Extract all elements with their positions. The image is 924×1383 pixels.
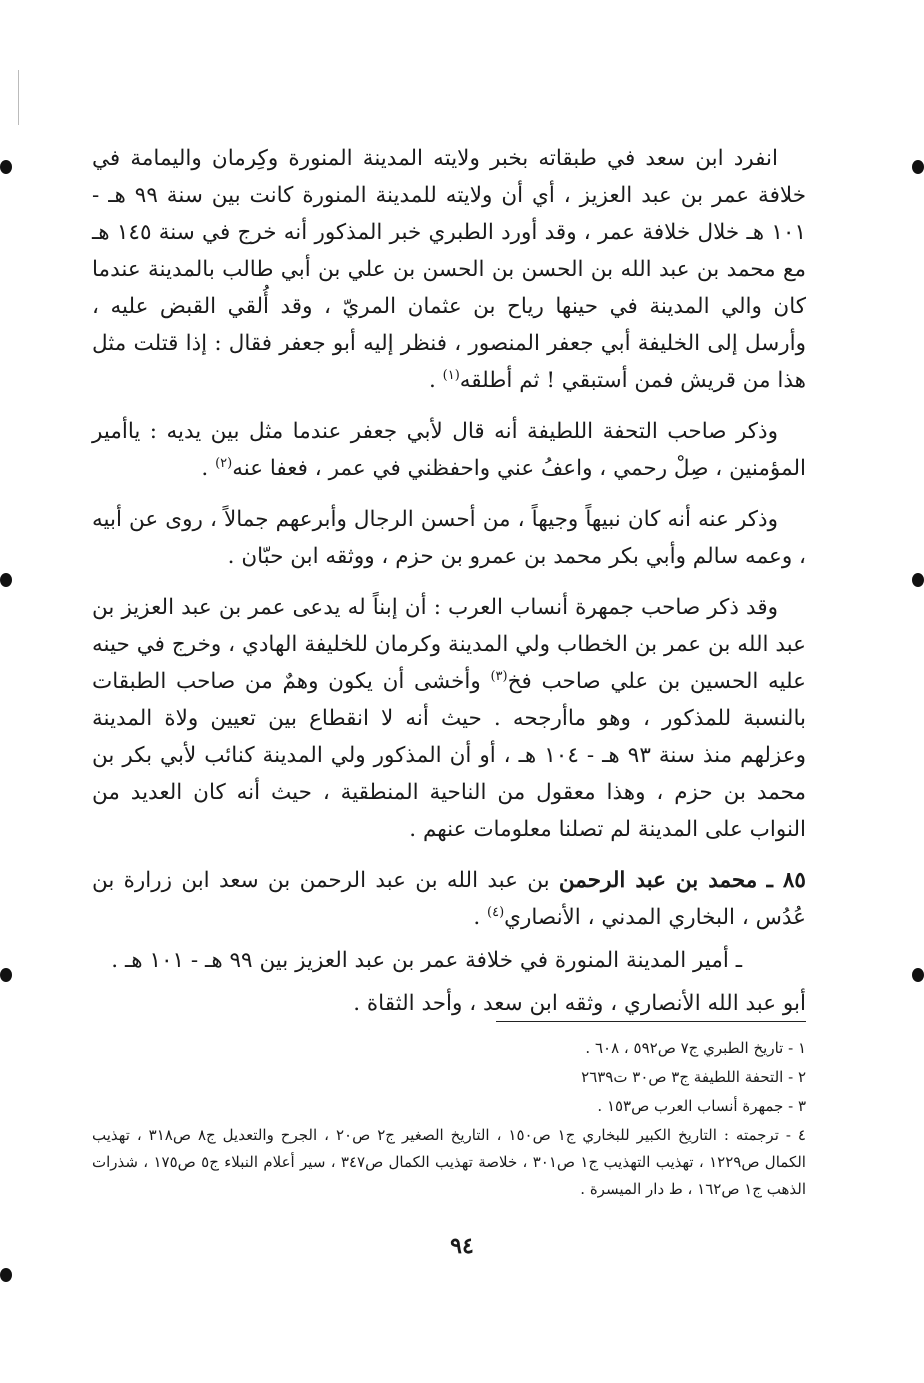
footnote-ref-2: (٢) <box>215 455 233 471</box>
paragraph-tail: . <box>428 368 443 393</box>
paragraph-text: وقد ذكر صاحب جمهرة أنساب العرب : أن إبناً له يدعى عمر بن عبد العزيز بن عبد الله بن عمر بن الخطاب ولي المدينة وكرمان للخليفة الهادي ، وخرج في حينه عليه الحسين بن علي صاحب فخ <box>92 595 806 694</box>
paragraph-text: وذكر صاحب التحفة اللطيفة أنه قال لأبي جعفر عندما مثل بين يديه : ياأمير المؤمنين ، صِلْ رحمي ، واعفُ عني واحفظني في عمر ، فعفا عنه <box>92 419 806 481</box>
binding-hole-4 <box>0 160 12 174</box>
footnotes <box>92 1035 806 1205</box>
entry-number: ٨٥ ـ <box>766 868 806 893</box>
footnote-1: ١ - تاريخ الطبري ج٧ ص٥٩٢ ، ٦٠٨ . <box>585 1039 806 1057</box>
binding-hole-1 <box>912 160 924 174</box>
entry-heading <box>92 862 806 936</box>
binding-hole-5 <box>0 573 12 587</box>
page-number: ٩٤ <box>450 1233 474 1259</box>
binding-hole-7 <box>0 1268 12 1282</box>
paragraph-1 <box>92 140 806 399</box>
paragraph-tail: وأخشى أن يكون وهمٌ من صاحب الطبقات بالنسبة للمذكور ، وهو ماأرجحه . حيث أنه لا انقطاع بين تعيين ولاة المدينة وعزلهم منذ سنة ٩٣ هـ - ١٠٤ هـ ، أو أن المذكور ولي المدينة كنائب لأبي بكر بن محمد بن حزم ، وهذا معقول من الناحية المنطقية ، حيث أنه كان العديد من النواب على المدينة لم تصلنا معلومات عنهم . <box>92 669 807 842</box>
footnote-3: ٣ - جمهرة أنساب العرب ص١٥٣ . <box>597 1097 806 1115</box>
entry-line-1 <box>92 942 806 979</box>
footnote-ref-4: (٤) <box>487 904 505 920</box>
footnote-4: ٤ - ترجمته : التاريخ الكبير للبخاري ج١ ص١٥٠ ، التاريخ الصغير ج٢ ص٢٠ ، الجرح والتعديل ج٨ ص٣١٨ ، تهذيب الكمال ص١٢٢٩ ، تهذيب التهذيب ج١ ص٣٠١ ، خلاصة تهذيب الكمال ص٣٤٧ ، سير أعلام النبلاء ج٥ ص١٧٥ ، شذرات الذهب ج١ ص١٦٢ ، ط دار الميسرة . <box>92 1126 806 1198</box>
margin-mark <box>18 70 19 125</box>
paragraph-text: وذكر عنه أنه كان نبيهاً وجيهاً ، من أحسن الرجال وأبرعهم جمالاً ، روى عن أبيه ، وعمه سالم وأبي بكر محمد بن عمرو بن حزم ، ووثقه ابن حبّان . <box>92 507 806 569</box>
binding-hole-2 <box>912 573 924 587</box>
paragraph-text: انفرد ابن سعد في طبقاته بخبر ولايته المدينة المنورة وكِرمان واليمامة في خلافة عمر بن عبد العزيز ، أي أن ولايته للمدينة المنورة كانت بين سنة ٩٩ هـ - ١٠١ هـ خلال خلافة عمر ، وقد أورد الطبري خبر المذكور أنه خرج في سنة ١٤٥ هـ مع محمد بن عبد الله بن الحسن بن الحسن بن علي بن أبي طالب بالمدينة عندما كان والي المدينة في حينها رياح بن عثمان المريّ ، وقد أُلقي القبض عليه ، وأرسل إلى الخليفة أبي جعفر المنصور ، فنظر إليه أبو جعفر فقال : إذا قتلت مثل هذا من قريش فمن أستبقي ! ثم أطلقه <box>92 146 806 393</box>
entry-line-text: أبو عبد الله الأنصاري ، وثقه ابن سعد ، وأحد الثقاة . <box>353 991 806 1016</box>
main-text <box>92 140 806 1022</box>
entry-line-text: ـ أمير المدينة المنورة في خلافة عمر بن عبد العزيز بين ٩٩ هـ - ١٠١ هـ . <box>111 948 742 973</box>
entry-tail: . <box>473 905 488 930</box>
binding-hole-6 <box>0 968 12 982</box>
paragraph-3 <box>92 501 806 575</box>
footnote-ref-1: (١) <box>442 367 460 383</box>
binding-hole-3 <box>912 968 924 982</box>
paragraph-2 <box>92 413 806 487</box>
entry-lineage: بن عبد الله بن عبد الرحمن بن سعد ابن زرارة بن عُدُس ، البخاري المدني ، الأنصاري <box>92 868 806 930</box>
paragraph-4 <box>92 589 806 848</box>
footnote-2: ٢ - التحفة اللطيفة ج٣ ص٣٠ ت٢٦٣٩ <box>581 1068 806 1086</box>
paragraph-tail: . <box>201 456 216 481</box>
entry-name: محمد بن عبد الرحمن <box>558 868 758 893</box>
footnote-separator <box>496 1021 806 1022</box>
footnote-ref-3: (٣) <box>490 668 508 684</box>
entry-line-2 <box>92 985 806 1022</box>
